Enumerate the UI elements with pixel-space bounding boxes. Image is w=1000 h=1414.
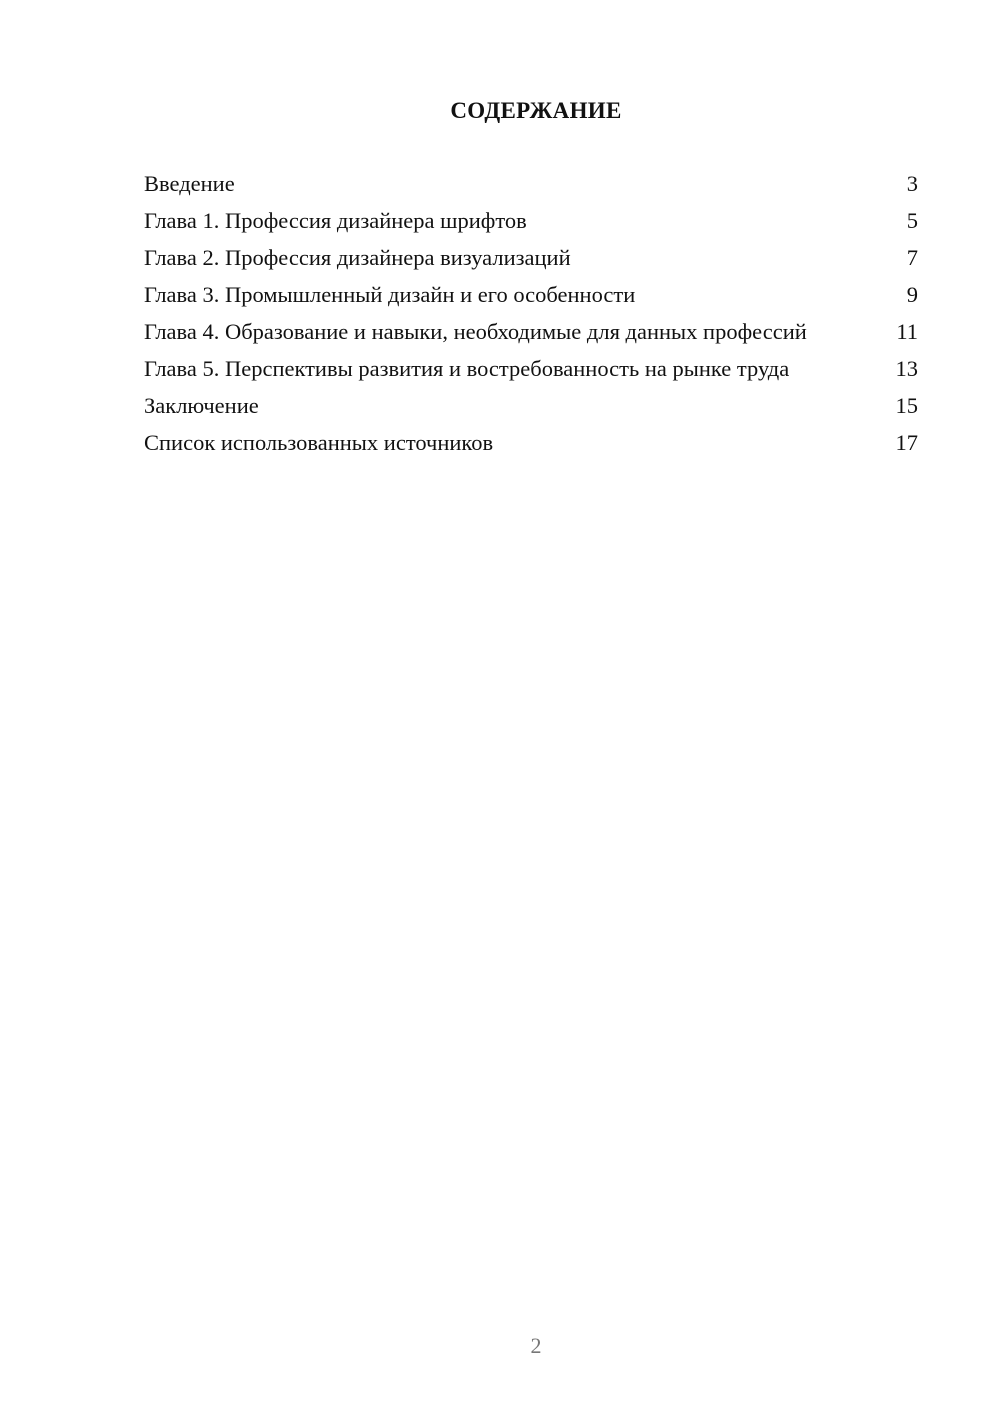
toc-entry-page: 15 [895, 393, 918, 418]
toc-entry [144, 430, 918, 456]
toc-entry [144, 245, 918, 271]
page-number: 2 [530, 1333, 542, 1358]
toc-entry-title: Список использованных источников [144, 430, 494, 455]
toc-entry-page: 3 [906, 171, 918, 196]
toc-entry [144, 208, 918, 234]
toc-entry-title: Глава 5. Перспективы развития и востребованность на рынке труда [144, 356, 790, 381]
toc-entry-title: Глава 1. Профессия дизайнера шрифтов [144, 208, 527, 233]
page-title: СОДЕРЖАНИЕ [450, 98, 622, 123]
toc-entry-title: Глава 2. Профессия дизайнера визуализаций [144, 245, 571, 270]
toc-entry [144, 393, 918, 419]
toc-entry [144, 356, 918, 382]
toc-entry-title: Глава 3. Промышленный дизайн и его особенности [144, 282, 636, 307]
toc-entry [144, 171, 918, 197]
toc-entry-page: 13 [895, 356, 918, 381]
toc-entry-page: 9 [906, 282, 918, 307]
toc-entry-page: 17 [895, 430, 918, 455]
toc-entry-page: 11 [896, 319, 918, 344]
toc-entry-page: 5 [906, 208, 918, 233]
toc-entry-title: Введение [144, 171, 235, 196]
table-of-contents [144, 171, 918, 467]
toc-entry [144, 282, 918, 308]
toc-entry-page: 7 [906, 245, 918, 270]
toc-entry-title: Глава 4. Образование и навыки, необходимые для данных профессий [144, 319, 807, 344]
toc-entry [144, 319, 918, 345]
toc-entry-title: Заключение [144, 393, 259, 418]
